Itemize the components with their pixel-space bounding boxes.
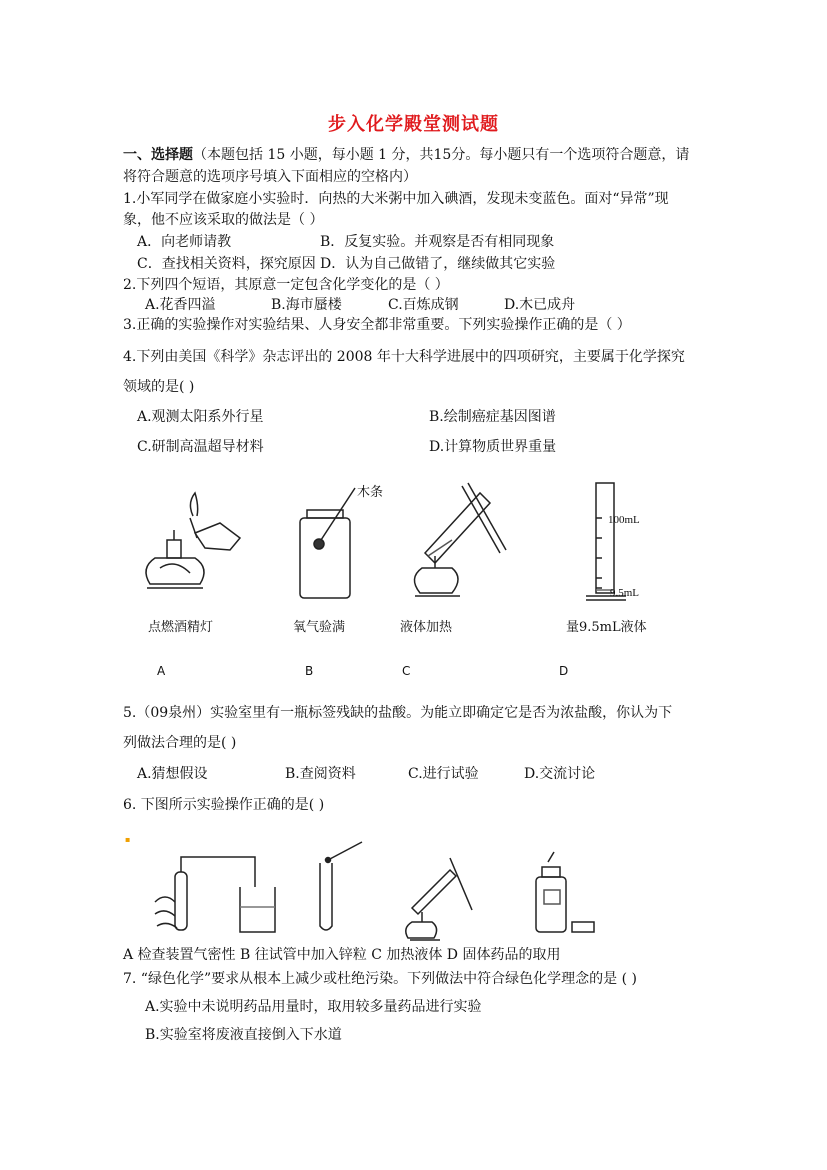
figure1-label-b: 氧气验满 — [293, 620, 346, 635]
figure1-letter-d: D — [559, 664, 569, 678]
heating-liquid-figure — [400, 850, 480, 950]
liquid-heating-figure — [400, 478, 510, 608]
q4-stem-1: 4.下列由美国《科学》杂志评出的 2008 年十大科学进展中的四项研究，主要属于化学探究 — [123, 349, 685, 365]
q2-option-d: D.木已成舟 — [504, 297, 576, 313]
q1-stem-2: 象，他不应该采取的做法是（ ） — [123, 212, 324, 228]
q1-option-c: C．查找相关资料，探究原因 — [137, 256, 316, 272]
q7-stem: 7. “绿色化学”要求从根本上减少或杜绝污染。下列做法中符合绿色化学理念的是 ( ) — [123, 971, 637, 987]
q1-stem-1: 1.小军同学在做家庭小实验时．向热的大米粥中加入碘酒，发现未变蓝色。面对“异常”现 — [123, 191, 669, 207]
measuring-cylinder-figure — [578, 478, 658, 608]
q5-stem-2: 列做法合理的是( ) — [123, 735, 237, 751]
q7-option-a: A.实验中未说明药品用量时，取用较多量药品进行实验 — [145, 999, 482, 1015]
figure1-label-a: 点燃酒精灯 — [148, 620, 214, 635]
section-intro-1: （本题包括 15 小题，每小题 1 分，共15分。每小题只有一个选项符合题意，请 — [193, 147, 690, 163]
stick-label: 木条 — [357, 484, 384, 499]
solid-reagent-figure — [528, 852, 598, 942]
q2-stem: 2.下列四个短语，其原意一定包含化学变化的是（ ） — [123, 277, 449, 293]
page-title: 步入化学殿堂测试题 — [328, 114, 499, 135]
q5-option-c: C.进行试验 — [408, 766, 479, 782]
q1-option-b: B．反复实验。并观察是否有相同现象 — [320, 234, 555, 250]
section-intro-line-1 — [123, 146, 689, 164]
figure1-label-c: 液体加热 — [400, 620, 453, 635]
cylinder-top-label: 100mL — [608, 514, 640, 526]
section-heading: 一、选择题 — [123, 147, 193, 163]
q6-stem: 6. 下图所示实验操作正确的是( ) — [123, 797, 325, 813]
q4-option-d: D.计算物质世界重量 — [429, 439, 557, 455]
q1-option-d: D．认为自己做错了，继续做其它实验 — [320, 256, 556, 272]
q4-option-a: A.观测太阳系外行星 — [137, 409, 264, 425]
q3-stem: 3.正确的实验操作对实验结果、人身安全都非常重要。下列实验操作正确的是（ ） — [123, 317, 631, 333]
zinc-granule-figure — [310, 838, 370, 938]
q5-option-b: B.查阅资料 — [285, 766, 356, 782]
figure1-letter-b: B — [305, 664, 314, 678]
q5-option-a: A.猜想假设 — [137, 766, 208, 782]
q6-caption: A 检查装置气密性 B 往试管中加入锌粒 C 加热液体 D 固体药品的取用 — [123, 947, 561, 963]
q4-option-c: C.研制高温超导材料 — [137, 439, 264, 455]
q7-option-b: B.实验室将废液直接倒入下水道 — [145, 1027, 342, 1043]
q5-option-d: D.交流讨论 — [524, 766, 596, 782]
section-intro-2: 将符合题意的选项序号填入下面相应的空格内） — [123, 169, 417, 185]
airtightness-check-figure — [155, 852, 285, 942]
figure1-label-d: 量9.5mL液体 — [566, 620, 647, 635]
q2-option-a: A.花香四溢 — [145, 297, 216, 313]
alcohol-lamp-lighting-figure — [135, 488, 245, 608]
q2-option-b: B.海市蜃楼 — [271, 297, 342, 313]
q4-stem-2: 领域的是( ) — [123, 379, 195, 395]
q1-option-a: A．向老师请教 — [137, 234, 232, 250]
cylinder-mark-label: 9.5mL — [610, 587, 640, 599]
q4-option-b: B.绘制癌症基因图谱 — [429, 409, 556, 425]
oxygen-test-figure — [285, 478, 395, 598]
q5-stem-1: 5.（09泉州）实验室里有一瓶标签残缺的盐酸。为能立即确定它是否为浓盐酸，你认为下 — [123, 705, 673, 721]
figure1-letter-c: C — [402, 664, 411, 678]
q2-option-c: C.百炼成钢 — [388, 297, 459, 313]
figure1-letter-a: A — [157, 664, 166, 678]
stray-mark-icon: ▪ — [125, 835, 131, 844]
